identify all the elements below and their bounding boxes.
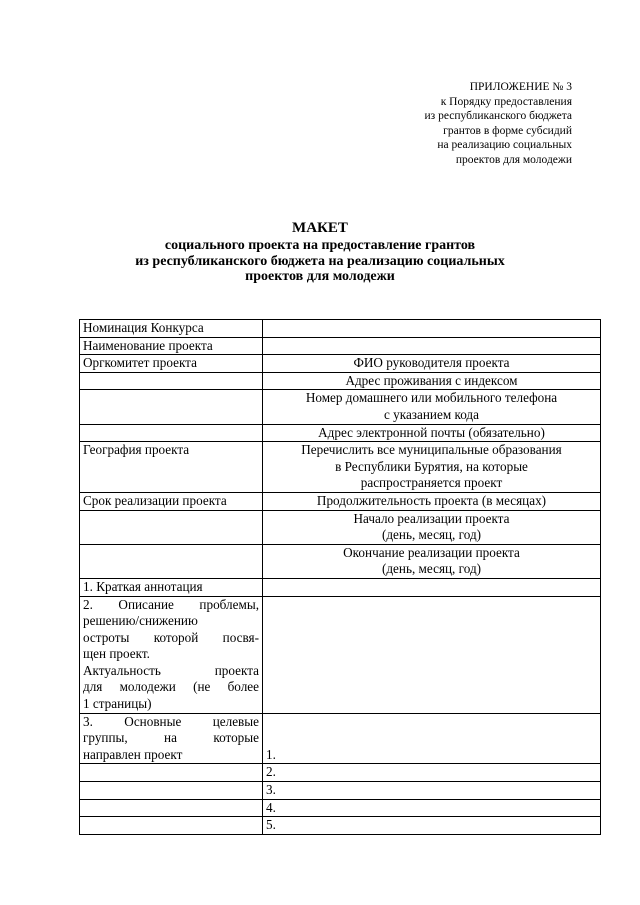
row-value <box>263 578 601 596</box>
row-label-line: щен проект. <box>83 646 150 662</box>
table-row <box>80 596 601 713</box>
row-value <box>263 510 601 544</box>
row-value <box>263 337 601 355</box>
row-label <box>80 544 263 578</box>
appendix-line: проектов для молодежи <box>455 153 572 166</box>
row-value <box>263 596 601 713</box>
row-value: 1. <box>263 713 601 764</box>
appendix-header <box>425 80 573 168</box>
table-row <box>80 764 601 782</box>
row-label <box>80 372 263 390</box>
row-label <box>80 424 263 442</box>
row-label-line: 1 страницы) <box>83 696 152 712</box>
row-value: 3. <box>263 782 601 800</box>
row-value <box>263 320 601 338</box>
row-value-line: Перечислить все муниципальные образования <box>301 442 562 458</box>
table-row <box>80 372 601 390</box>
row-value: Адрес проживания с индексом <box>263 372 601 390</box>
row-label <box>80 817 263 835</box>
appendix-line: на реализацию социальных <box>437 139 572 152</box>
row-value-line: Окончание реализации проекта <box>343 544 520 560</box>
row-value-line: с указанием кода <box>384 406 479 422</box>
row-value-line: Начало реализации проекта <box>353 510 510 526</box>
row-value-line: Номер домашнего или мобильного телефона <box>305 390 558 406</box>
row-label-line: решению/снижению <box>83 613 198 629</box>
appendix-line: ПРИЛОЖЕНИЕ № 3 <box>469 81 572 93</box>
row-label-line: направлен проект <box>83 746 183 762</box>
title-line: социального проекта на предоставление грантов <box>164 237 476 253</box>
project-form-table <box>79 319 601 835</box>
row-label <box>80 764 263 782</box>
table-row <box>80 424 601 442</box>
table-row <box>80 713 601 764</box>
row-value: ФИО руководителя проекта <box>263 355 601 373</box>
row-label <box>80 782 263 800</box>
table-row <box>80 578 601 596</box>
row-label: География проекта <box>80 442 263 493</box>
row-label-line: Актуальность проекта <box>83 662 259 678</box>
row-label <box>80 799 263 817</box>
title-line: проектов для молодежи <box>245 269 395 285</box>
row-label: 1. Краткая аннотация <box>80 578 263 596</box>
row-label <box>80 596 263 713</box>
row-label <box>80 713 263 764</box>
row-label-line: для молодежи (не более <box>83 679 259 695</box>
row-value: Адрес электронной почты (обязательно) <box>263 424 601 442</box>
row-label-line: остроты которой посвя- <box>83 629 259 645</box>
row-value-line: (день, месяц, год) <box>381 561 482 577</box>
row-value-line: в Республики Бурятия, на которые <box>335 458 528 474</box>
appendix-line: грантов в форме субсидий <box>443 124 572 137</box>
row-value <box>263 544 601 578</box>
row-label-line: группы, на которые <box>83 730 259 746</box>
row-label-line: 2. Описание проблемы, <box>83 596 259 612</box>
row-value: 5. <box>263 817 601 835</box>
row-value: 4. <box>263 799 601 817</box>
table-row <box>80 817 601 835</box>
title-line: из республиканского бюджета на реализацию социальных <box>135 253 505 269</box>
table-row <box>80 442 601 493</box>
appendix-line: к Порядку предоставления <box>440 95 572 108</box>
table-row <box>80 390 601 424</box>
row-value <box>263 442 601 493</box>
appendix-line: из республиканского бюджета <box>424 110 572 123</box>
row-value: Продолжительность проекта (в месяцах) <box>263 492 601 510</box>
row-label <box>80 390 263 424</box>
row-label: Срок реализации проекта <box>80 492 263 510</box>
row-label-line: 3. Основные целевые <box>83 713 259 729</box>
table-row <box>80 544 601 578</box>
row-value-line: распространяется проект <box>360 475 503 491</box>
document-title <box>0 221 640 285</box>
row-label: Номинация Конкурса <box>80 320 263 338</box>
row-value-line: (день, месяц, год) <box>381 527 482 543</box>
title-heading: МАКЕТ <box>292 220 348 236</box>
row-label: Наименование проекта <box>80 337 263 355</box>
table-row <box>80 355 601 373</box>
table-row <box>80 782 601 800</box>
row-value <box>263 390 601 424</box>
table-row <box>80 492 601 510</box>
table-row <box>80 510 601 544</box>
row-value: 2. <box>263 764 601 782</box>
row-label: Оргкомитет проекта <box>80 355 263 373</box>
table-row <box>80 320 601 338</box>
table-row <box>80 337 601 355</box>
row-label <box>80 510 263 544</box>
table-row <box>80 799 601 817</box>
